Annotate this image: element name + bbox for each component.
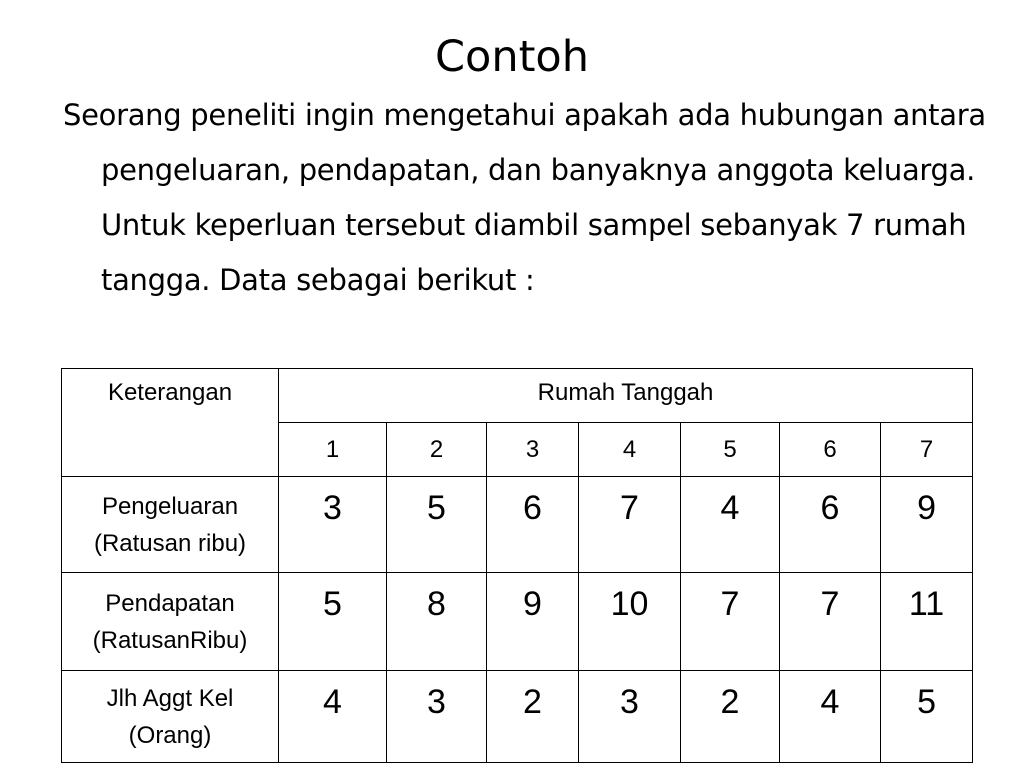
row-label — [62, 477, 279, 573]
table-cell: 11 — [881, 573, 973, 671]
table-cell: 2 — [487, 671, 579, 763]
column-header: 4 — [579, 423, 681, 477]
table-row — [62, 671, 973, 763]
table-cell: 5 — [279, 573, 387, 671]
data-table — [61, 368, 973, 763]
slide-title: Contoh — [434, 32, 589, 82]
table-row — [62, 477, 973, 573]
table-cell: 9 — [487, 573, 579, 671]
table-row — [62, 573, 973, 671]
column-header: 6 — [780, 423, 881, 477]
group-header: Rumah Tanggah — [279, 369, 973, 423]
table-cell: 8 — [387, 573, 487, 671]
table-cell: 5 — [387, 477, 487, 573]
row-label-unit: (Ratusan ribu) — [93, 529, 247, 557]
row-label-unit: (RatusanRibu) — [92, 626, 248, 654]
table-cell: 7 — [681, 573, 780, 671]
row-label-unit: (Orang) — [128, 721, 212, 749]
table-cell: 3 — [579, 671, 681, 763]
table-cell: 5 — [881, 671, 973, 763]
table-cell: 7 — [780, 573, 881, 671]
table-cell: 10 — [579, 573, 681, 671]
table-header-row — [62, 369, 973, 423]
column-header: 5 — [681, 423, 780, 477]
table-cell: 3 — [387, 671, 487, 763]
column-header: 1 — [279, 423, 387, 477]
table-cell: 6 — [780, 477, 881, 573]
table-cell: 4 — [780, 671, 881, 763]
table-cell: 6 — [487, 477, 579, 573]
column-header: 2 — [387, 423, 487, 477]
row-label-line: Pengeluaran — [101, 492, 239, 520]
row-label-line: Pendapatan — [105, 589, 235, 617]
table-cell: 4 — [279, 671, 387, 763]
row-header-label: Keterangan — [62, 369, 279, 477]
table-cell: 2 — [681, 671, 780, 763]
table-cell: 9 — [881, 477, 973, 573]
table-cell: 3 — [279, 477, 387, 573]
column-header: 3 — [487, 423, 579, 477]
slide-body-text: Seorang peneliti ingin mengetahui apakah ada hubungan antara pengeluaran, pendapatan, dan banyaknya anggota keluarga. Untuk keperluan tersebut diambil sampel sebanyak 7 rumah tangga. Data sebagai berikut : — [63, 98, 986, 297]
row-label — [62, 671, 279, 763]
table-cell: 4 — [681, 477, 780, 573]
row-label-line: Jlh Aggt Kel — [106, 684, 234, 712]
row-label — [62, 573, 279, 671]
table-cell: 7 — [579, 477, 681, 573]
column-header: 7 — [881, 423, 973, 477]
